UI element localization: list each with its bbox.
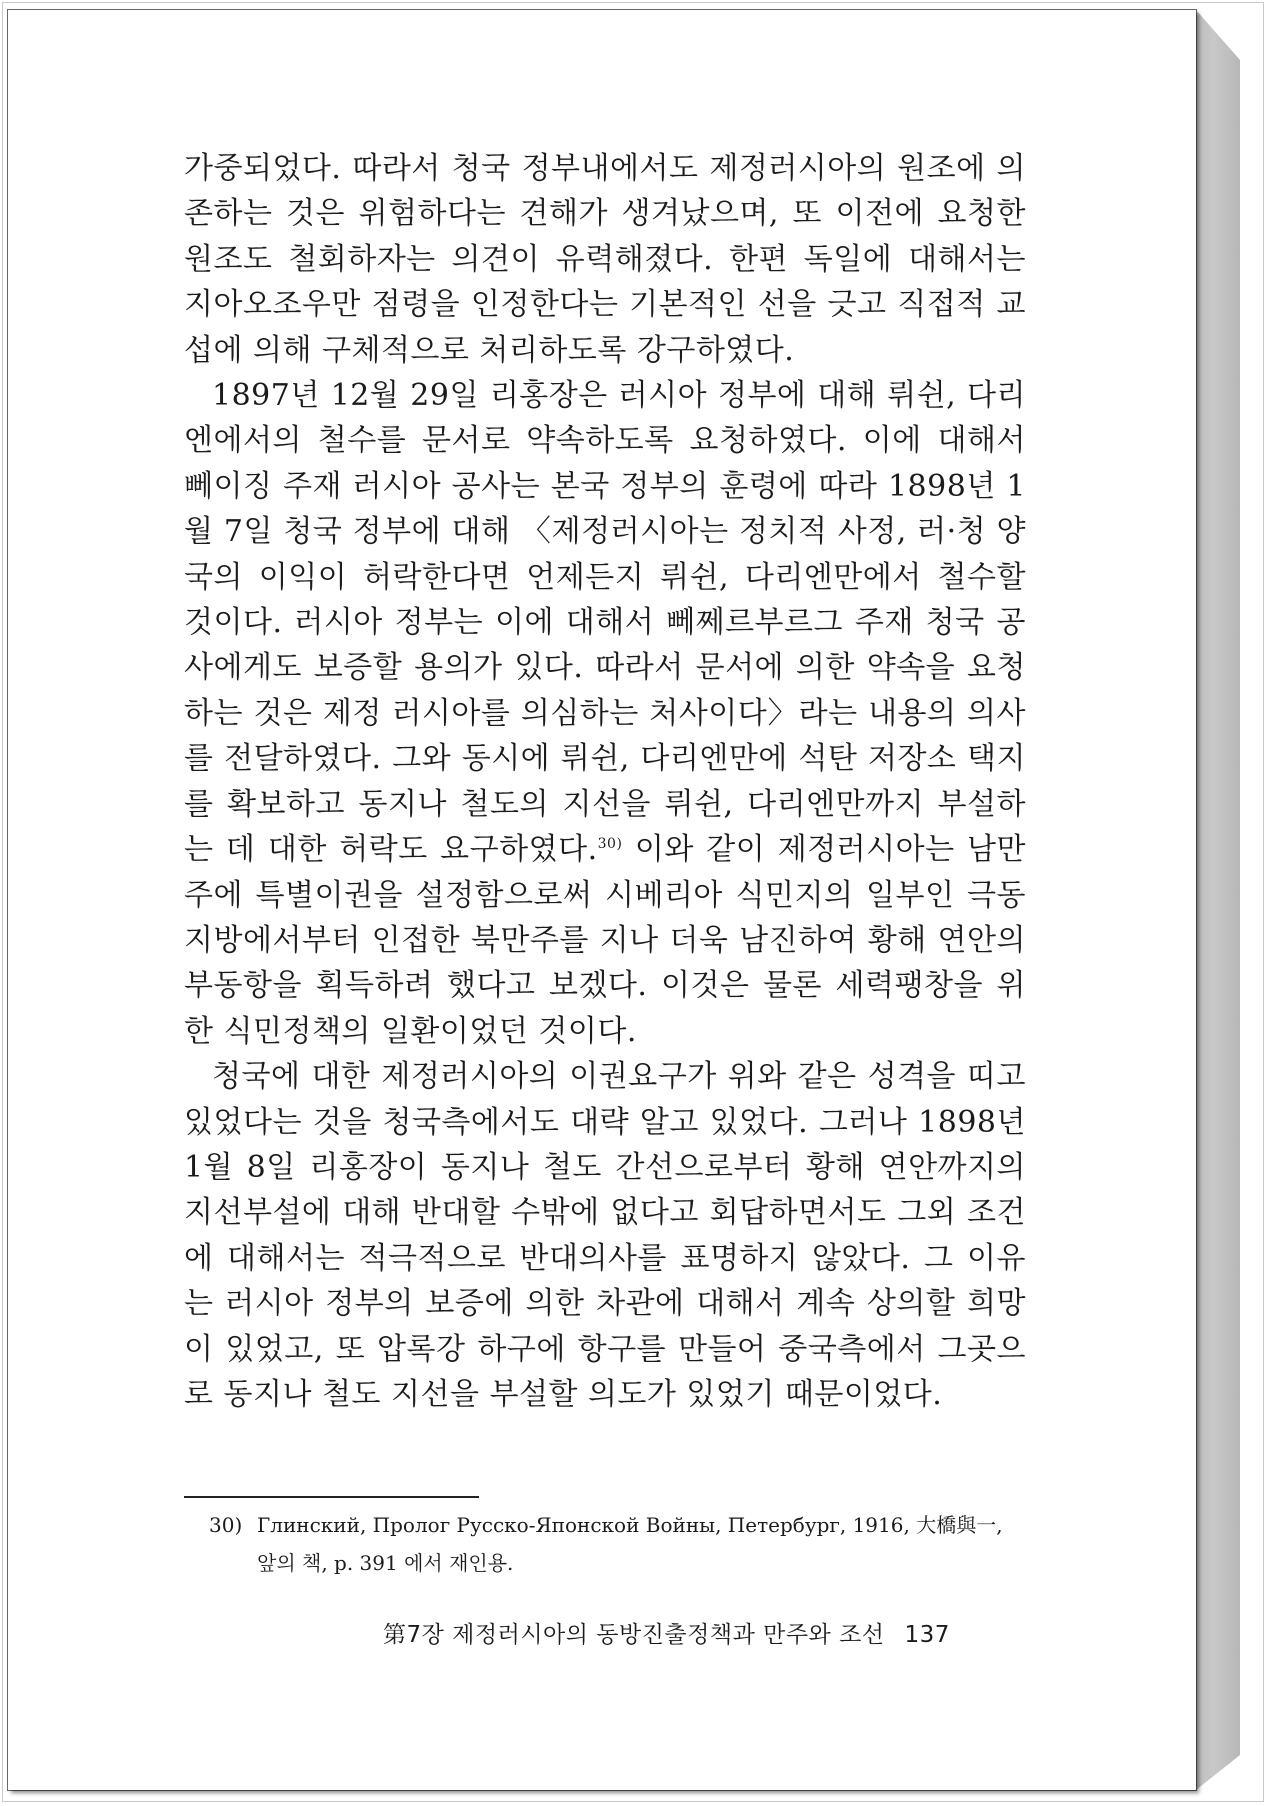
book-spine <box>1196 10 1240 1790</box>
chapter-title: 第7장 제정러시아의 동방진출정책과 만주와 조선 <box>383 1622 885 1648</box>
footnote-divider <box>184 1496 479 1498</box>
body-text <box>184 146 1026 1417</box>
footnote-line-1: Глинский, Пролог Русско-Японской Войны, Петербург, 1916, 大橋與一, <box>257 1513 1003 1537</box>
footnote <box>209 1506 1065 1582</box>
paragraph-2-text: 1897년 12월 29일 리홍장은 러시아 정부에 대해 뤼쉰, 다리엔에서의 철수를 문서로 약속하도록 요청하였다. 이에 대해서 뻬이징 주재 러시아 공사는 본국 정부의 훈령에 따라 1898년 1월 7일 청국 정부에 대해 〈제정러시아는 정치적 사정, 러·청 양국의 이익이 허락한다면 언제든지 뤼쉰, 다리엔만에서 철수할 것이다. 러시아 정부는 이에 대해서 뻬쩨르부르그 주재 청국 공사에게도 보증할 용의가 있다. 따라서 문서에 의한 약속을 요청하는 것은 제정 러시아를 의심하는 처사이다〉라는 내용의 의사를 전달하였다. 그와 동시에 뤼쉰, 다리엔만에 석탄 저장소 택지를 확보하고 동지나 철도의 지선을 뤼쉰, 다리엔만까지 부설하는 데 대한 허락도 요구하였다. <box>184 378 1026 868</box>
paragraph-1: 가중되었다. 따라서 청국 정부내에서도 제정러시아의 원조에 의존하는 것은 위험하다는 견해가 생겨났으며, 또 이전에 요청한 원조도 철회하자는 의견이 유력해졌다. 한편 독일에 대해서는 지아오조우만 점령을 인정한다는 기본적인 선을 긋고 직접적 교섭에 의해 구체적으로 처리하도록 강구하였다. <box>184 151 1026 368</box>
paragraph-2 <box>184 373 1026 1054</box>
footnote-line-2: 앞의 책, p. 391 에서 재인용. <box>257 1551 514 1575</box>
paragraph-3: 청국에 대한 제정러시아의 이권요구가 위와 같은 성격을 띠고 있었다는 것을 청국측에서도 대략 알고 있었다. 그러나 1898년 1월 8일 리홍장이 동지나 철도 간선으로부터 황해 연안까지의 지선부설에 대해 반대할 수밖에 없다고 회답하면서도 그외 조건에 대해서는 적극적으로 반대의사를 표명하지 않았다. 그 이유는 러시아 정부의 보증에 의한 차관에 대해서 계속 상의할 희망이 있었고, 또 압록강 하구에 항구를 만들어 중국측에서 그곳으로 동지나 철도 지선을 부설할 의도가 있었기 때문이었다. <box>184 1059 1026 1412</box>
footnote-number: 30) <box>209 1513 243 1537</box>
page-number: 137 <box>904 1622 950 1648</box>
paragraph-2-continued: 이와 같이 제정러시아는 남만주에 특별이권을 설정함으로써 시베리아 식민지의 일부인 극동지방에서부터 인접한 북만주를 지나 더욱 남진하여 황해 연안의 부동항을 획득하려 했다고 보겠다. 이것은 물론 세력팽창을 위한 식민정책의 일환이었던 것이다. <box>184 832 1026 1049</box>
running-footer <box>383 1616 1003 1649</box>
footnote-marker: 30) <box>597 836 623 853</box>
